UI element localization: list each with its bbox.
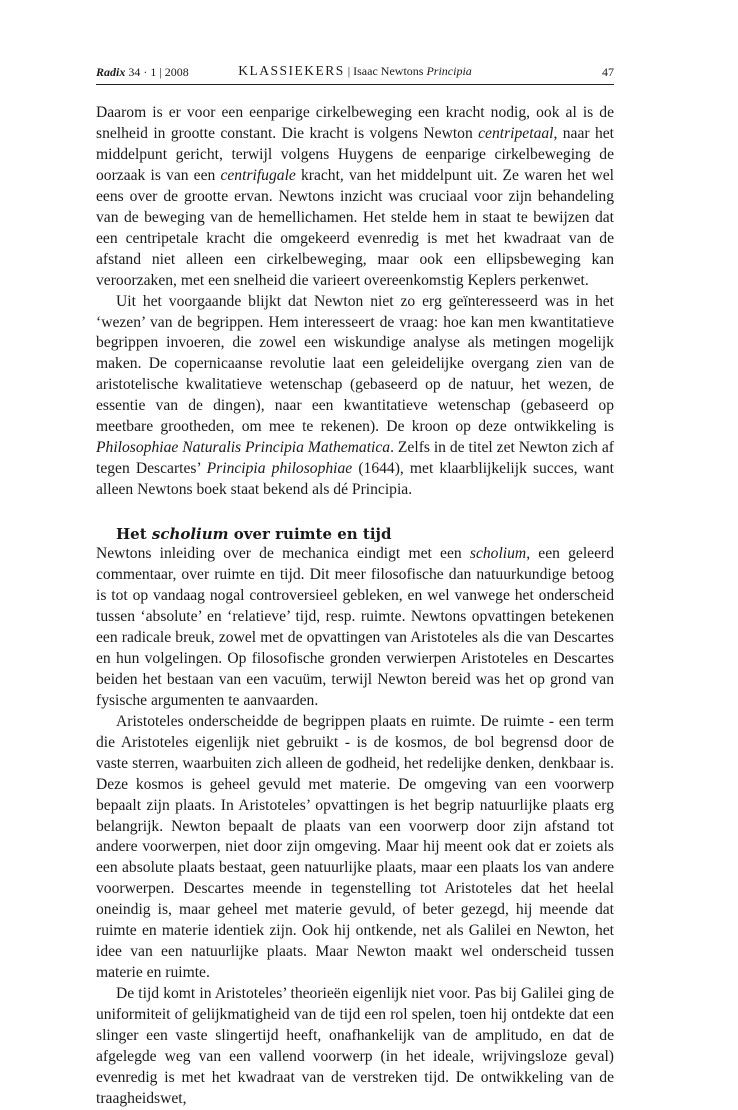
p2-text-c: . Zelfs in de titel zet Newton zich af tegen Descartes’ [96,439,614,478]
section-heading [96,524,614,544]
paragraph-1 [96,103,614,292]
p1-term-centripetaal: centripetaal [478,124,554,142]
section-title [96,63,614,79]
paragraph-5: De tijd komt in Aristoteles’ theorieën eigenlijk niet voor. Pas bij Galilei ging de uniformiteit of gelijkmatigheid van de tijd een rol spelen, toen hij ontdekte dat een slinger een vaste slingertijd heeft, onafhankelijk van de amplitudo, en dat de afgelegde weg van een vallend voorwerp (in het ideale, wrijvingsloze geval) evenredig is met het kwadraat van de verstreken tijd. De ontwikkeling van de traagheidswet, [96,985,614,1107]
header-separator: | [347,64,351,78]
heading-term-scholium: scholium [151,525,229,544]
section-name: KLASSIEKERS [238,63,345,78]
p1-text-a: Daarom is er voor een eenparige cirkelbeweging een kracht nodig, ook al is de snelheid in grootte constant. Die kracht is volgens Newton [96,104,614,142]
p1-text-e: kracht, van het middelpunt uit. Ze waren het wel eens over de grootte ervan. Newtons inzicht was cruciaal voor zijn behandeling van de beweging van de hemellichamen. Het stelde hem in staat te bewijzen dat een centripetale kracht die omgekeerd evenredig is met het kwadraat van de afstand niet alleen een cirkelbeweging, maar ook een ellipsbeweging kan veroorzaken, met een snelheid die varieert overeenkomstig Keplers perkenwet. [96,166,615,289]
page-number: 47 [602,65,614,79]
p2-title-principia-mathematica: Philosophiae Naturalis Principia Mathematica [96,439,391,457]
paragraph-4: Aristoteles onderscheidde de begrippen plaats en ruimte. De ruimte - een term die Aristoteles eigenlijk niet gebruikt - is de kosmos, de bol begrensd door de vaste sterren, waarbuiten zich alleen de godheid, het redelijke denken, denkbaar is. Deze kosmos is geheel gevuld met materie. De omgeving van een voorwerp bepaalt zijn plaats. In Aristoteles’ opvattingen is het begrip natuurlijke plaats erg belangrijk. Newton bepaalt de plaats van een voorwerp door zijn afstand tot andere voorwerpen, niet door zijn omgeving. Maar hij meent ook dat er zoiets als een absolute plaats bestaat, geen natuurlijke plaats, maar een plaats los van andere voorwerpen. Descartes meende in tegenstelling tot Aristoteles dat het heelal oneindig is, maar geheel met materie gevuld, of beter gezegd, hij meende dat ruimte en materie identiek zijn. Ook hij ontkende, net als Galilei en Newton, het idee van een natuurlijke plaats. Maar Newton maakt wel onderscheid tussen materie en ruimte. [96,712,614,982]
header-rule [96,84,614,85]
p2-title-principia-philosophiae: Principia philosophiae [206,460,353,478]
heading-text-c: over ruimte en tijd [228,525,392,544]
p3-term-scholium: scholium [469,545,527,563]
article-prefix: Isaac Newtons [353,64,424,78]
paragraph-2 [96,292,614,502]
p2-text-a: Uit het voorgaande blijkt dat Newton niet zo erg geïnteresseerd was in het ‘wezen’ van de begrippen. Hem interesseert de vraag: hoe kan men kwantitatieve begrippen invoeren, die zowel een wiskundige analyse als metingen mogelijk maken. De copernicaanse revolutie laat een geleidelijke overgang zien van de aristotelische kwalitatieve wetenschap (gebaseerd op de natuur, het wezen, de essentie van de dingen), naar een kwantitatieve wetenschap (gebaseerd op meetbare grootheden, om mee te rekenen). De kroon op deze ontwikkeling is [96,292,614,436]
article-title: Principia [426,64,472,78]
running-header [96,63,614,83]
journal-volume: 34 · 1 | 2008 [128,65,189,79]
p1-text-c: , naar het middelpunt gericht, terwijl volgens Huygens de eenparige cirkelbeweging de oorzaak is van een [96,124,615,184]
heading-text-a: Het [116,525,152,544]
paragraph-3 [96,544,614,712]
journal-name: Radix [96,65,126,79]
article-body [96,103,614,1110]
p3-text-c: , een geleerd commentaar, over ruimte en tijd. Dit meer filosofische dan natuurkundige betoog is tot op vandaag nogal controversieel gebleken, en wel vanwege het onderscheid tussen ‘absolute’ en ‘relatieve’ tijd, resp. ruimte. Newtons opvattingen betekenen een radicale breuk, zowel met de opvattingen van Aristoteles als die van Descartes en hun volgelingen. Op filosofische gronden verwierpen Aristoteles en Descartes beiden het bestaan van een vacuüm, terwijl Newton bereid was het op grond van fysische argumenten te aanvaarden. [96,545,615,709]
p3-text-a: Newtons inleiding over de mechanica eindigt met een [96,545,470,563]
p2-text-e: (1644), met klaarblijkelijk succes, want alleen Newtons boek staat bekend als dé Principia. [96,460,614,499]
p1-term-centrifugale: centrifugale [220,166,296,184]
